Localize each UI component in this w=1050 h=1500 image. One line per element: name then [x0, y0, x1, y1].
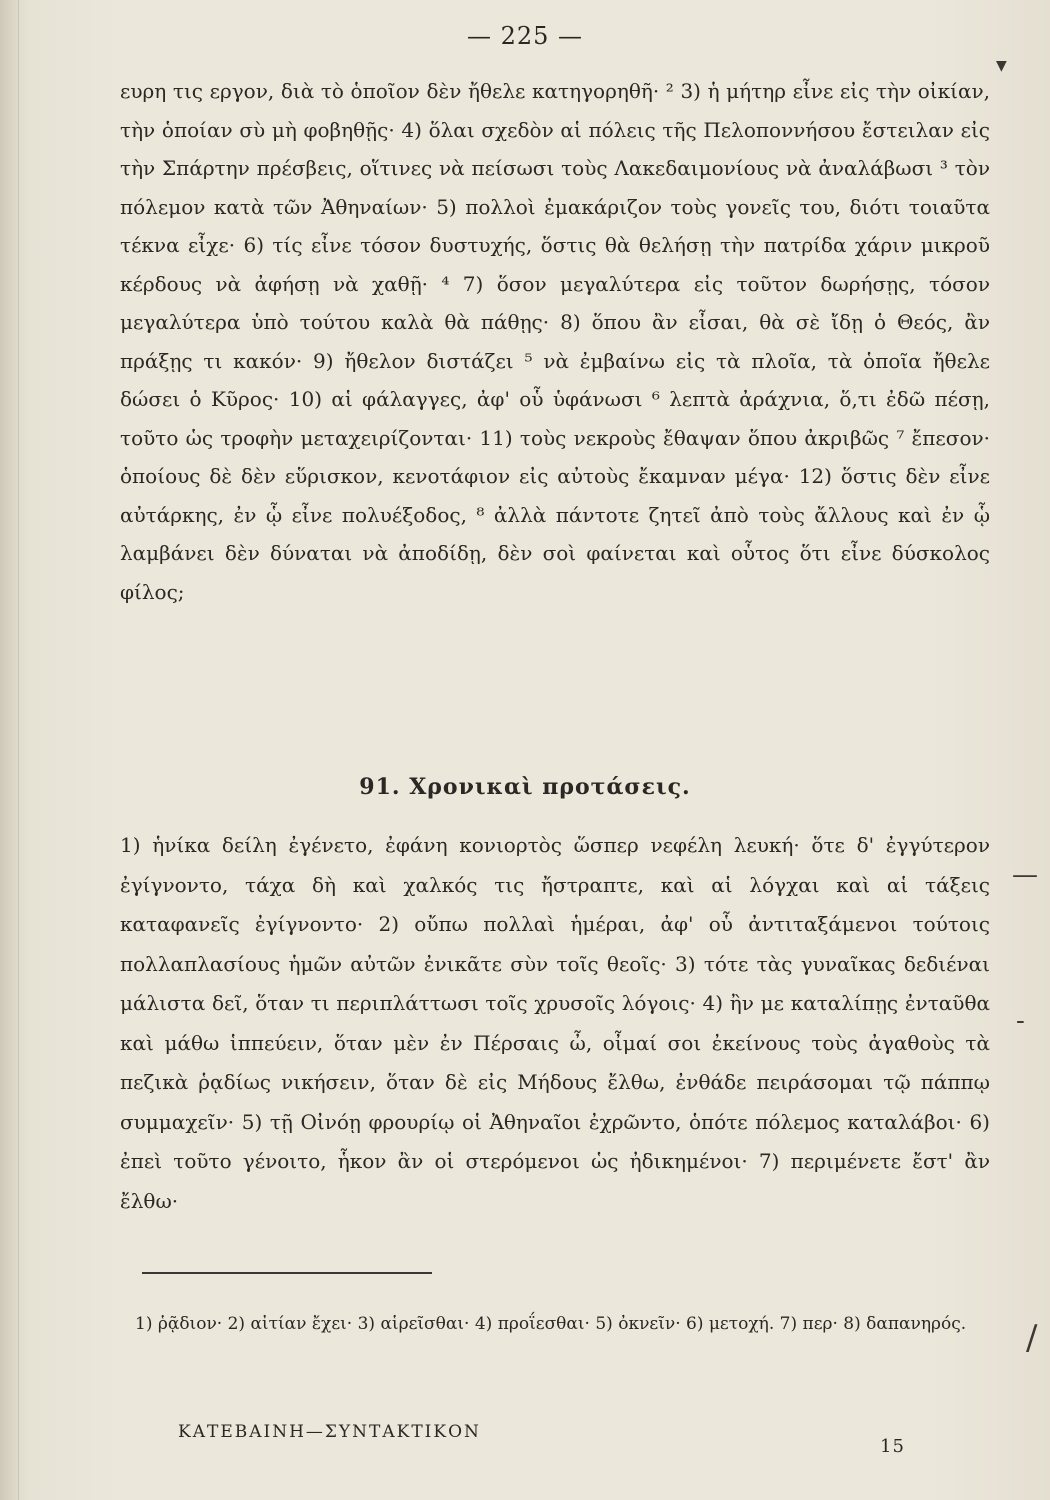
- section-heading: 91. Χρονικαὶ προτάσεις.: [359, 774, 691, 800]
- section-paragraph: 1) ἡνίκα δείλη ἐγένετο, ἐφάνη κονιορτὸς ὥσπερ νεφέλη λευκή· ὅτε δ' ἐγγύτερον ἐγίγνοντο, τάχα δὴ καὶ χαλκός τις ἤστραπτε, καὶ αἱ λόγχαι καὶ αἱ τάξεις καταφανεῖς ἐγίγνοντο· 2) οὔπω πολλαὶ ἡμέραι, ἀφ' οὗ ἀντιταξάμενοι τούτοις πολλαπλασίους ἡμῶν αὐτῶν ἐνικᾶτε σὺν τοῖς θεοῖς· 3) τότε τὰς γυναῖκας δεδιέναι μάλιστα δεῖ, ὅταν τι περιπλάττωσι τοῖς χρυσοῖς λόγοις· 4) ἢν με καταλίπῃς ἐνταῦθα καὶ μάθω ἱππεύειν, ὅταν μὲν ἐν Πέρσαις ὦ, οἶμαί σοι ἐκείνους τοὺς ἀγαθοὺς τὰ πεζικὰ ῥᾳδίως νικήσειν, ὅταν δὲ εἰς Μήδους ἔλθω, ἐνθάδε πειράσομαι τῷ πάππῳ συμμαχεῖν· 5) τῇ Οἰνόῃ φρουρίῳ οἱ Ἀθηναῖοι ἐχρῶντο, ὁπότε πόλεμος καταλάβοι· 6) ἐπεὶ τοῦτο γένοιτο, ἧκον ἂν οἱ στερόμενοι ὡς ἠδικημένοι· 7) περιμένετε ἔστ' ἂν ἔλθω·: [120, 833, 990, 1213]
- page-binding-edge: [0, 0, 19, 1500]
- margin-dash-mark: -: [1016, 1006, 1025, 1036]
- margin-dash-mark: —: [1012, 860, 1038, 890]
- margin-slash-mark: /: [1026, 1318, 1038, 1358]
- section-text-block: [120, 826, 990, 1221]
- printer-signature: ΚΑΤΕΒΑΙΝΗ—ΣΥΝΤΑΚΤΙΚΟΝ: [178, 1422, 481, 1442]
- exercise-paragraph: ευρη τις εργον, διὰ τὸ ὁποῖον δὲν ἤθελε κατηγορηθῆ· ² 3) ἡ μήτηρ εἶνε εἰς τὴν οἰκίαν, τὴν ὁποίαν σὺ μὴ φοβηθῇς· 4) ὅλαι σχεδὸν αἱ πόλεις τῆς Πελοποννήσου ἔστειλαν εἰς τὴν Σπάρτην πρέσβεις, οἵτινες νὰ πείσωσι τοὺς Λακεδαιμονίους νὰ ἀναλάβωσι ³ τὸν πόλεμον κατὰ τῶν Ἀθηναίων· 5) πολλοὶ ἐμακάριζον τοὺς γονεῖς του, διότι τοιαῦτα τέκνα εἶχε· 6) τίς εἶνε τόσον δυστυχής, ὅστις θὰ θελήσῃ τὴν πατρίδα χάριν μικροῦ κέρδους νὰ ἀφήσῃ νὰ χαθῇ· ⁴ 7) ὅσον μεγαλύτερα εἰς τοῦτον δωρήσῃς, τόσον μεγαλύτερα ὑπὸ τούτου καλὰ θὰ πάθῃς· 8) ὅπου ἂν εἶσαι, θὰ σὲ ἴδῃ ὁ Θεός, ἂν πράξῃς τι κακόν· 9) ἤθελον διστάζει ⁵ νὰ ἐμβαίνω εἰς τὰ πλοῖα, τὰ ὁποῖα ἤθελε δώσει ὁ Κῦρος· 10) αἱ φάλαγγες, ἀφ' οὗ ὑφάνωσι ⁶ λεπτὰ ἀράχνια, ὅ,τι ἐδῶ πέσῃ, τοῦτο ὡς τροφὴν μεταχειρίζονται· 11) τοὺς νεκροὺς ἔθαψαν ὅπου ἀκριβῶς ⁷ ἔπεσον· ὁποίους δὲ δὲν εὕρισκον, κενοτάφιον εἰς αὐτοὺς ἔκαμναν μέγα· 12) ὅστις δὲν εἶνε αὐτάρκης, ἐν ᾧ εἶνε πολυέξοδος, ⁸ ἀλλὰ πάντοτε ζητεῖ ἀπὸ τοὺς ἄλλους καὶ ἐν ᾧ λαμβάνει δὲν δύναται νὰ ἀποδίδῃ, δὲν σοὶ φαίνεται καὶ οὗτος ὅτι εἶνε δύσκολος φίλος;: [120, 79, 990, 604]
- exercise-text-block: [120, 72, 990, 611]
- footnote-divider: [142, 1272, 432, 1274]
- footnotes: 1) ῥᾷδιον· 2) αἰτίαν ἔχει· 3) αἱρεῖσθαι· 4) προΐεσθαι· 5) ὀκνεῖν· 6) μετοχή. 7) περ· 8) δαπανηρός.: [135, 1314, 967, 1334]
- sheet-number: 15: [880, 1436, 905, 1457]
- page-number: — 225 —: [466, 22, 584, 50]
- ink-speck-mark: ▼: [996, 58, 1007, 74]
